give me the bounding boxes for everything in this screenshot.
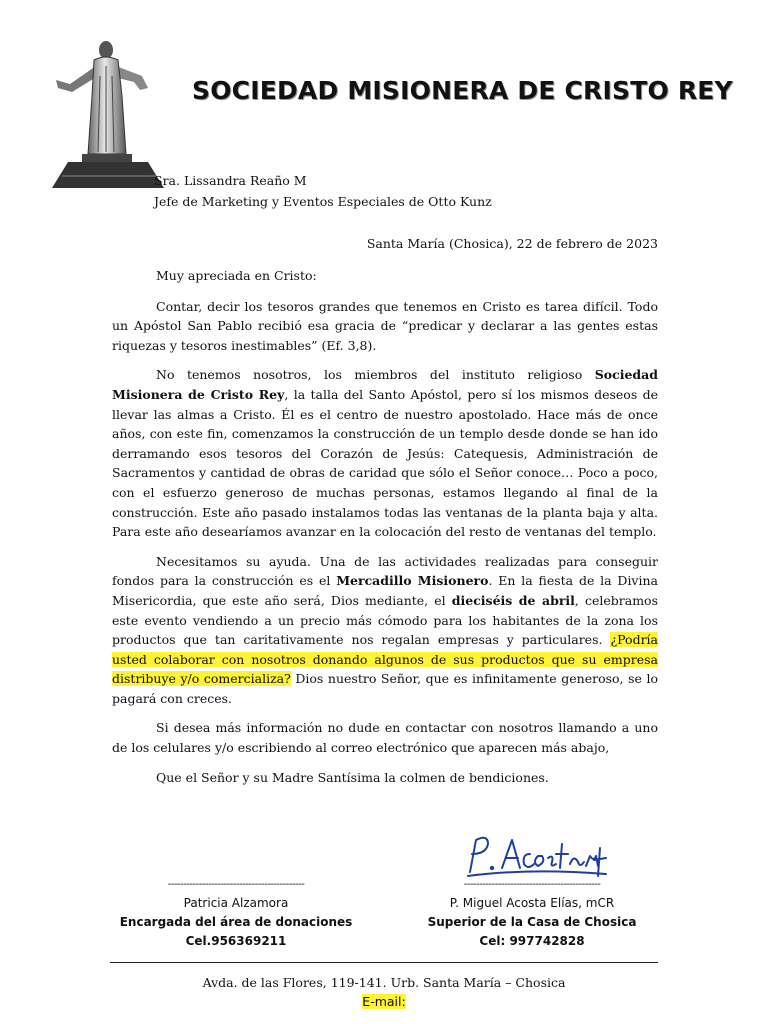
christ-statue-icon [48, 36, 176, 188]
letter-body [112, 262, 658, 797]
signer-phone-left: Cel.956369211 [185, 934, 287, 948]
organization-title: SOCIEDAD MISIONERA DE CRISTO REY [192, 76, 733, 105]
signer-name-left: Patricia Alzamora [183, 896, 289, 910]
signer-name-right: P. Miguel Acosta Elías, mCR [449, 896, 615, 910]
paragraph-2 [112, 365, 658, 541]
signature-block-left [106, 878, 366, 951]
signature-line-left: -------------------------------------------- [167, 879, 305, 890]
society-name-bold: Sociedad Misionera de Cristo Rey [112, 367, 658, 402]
recipient-position: Jefe de Marketing y Eventos Especiales de Otto Kunz [154, 194, 492, 209]
signer-role-right: Superior de la Casa de Chosica [427, 915, 637, 929]
paragraph-3-text-b: . En la fiesta de la Divina Misericordia, que este año será, Dios mediante, el [112, 573, 658, 608]
paragraph-3-text-c: , celebramos este evento vendiendo a un precio más cómodo para los habitantes de la zona los productos que tan caritativamente nos regalan empresas y particulares. [112, 592, 658, 648]
signature-block-right [402, 878, 662, 951]
highlighted-request: ¿Podría usted colaborar con nosotros donando algunos de sus productos que su empresa distribuye y/o comercializa? [112, 632, 658, 687]
paragraph-3-text-a: Necesitamos su ayuda. Una de las actividades realizadas para conseguir fondos para la construcción es el [112, 553, 658, 589]
signature-line-right: -------------------------------------------- [463, 879, 601, 890]
salutation: Muy apreciada en Cristo: [156, 268, 317, 283]
paragraph-1: Contar, decir los tesoros grandes que tenemos en Cristo es tarea difícil. Todo un Apóstol San Pablo recibió esa gracia de “predicar y declarar a las gentes estas riquezas y tesoros inestimables” (Ef. 3,8). [112, 298, 658, 353]
footer-email-label: E-mail: [362, 994, 406, 1009]
date-line: Santa María (Chosica), 22 de febrero de 2023 [366, 236, 658, 251]
handwritten-signature [458, 828, 608, 878]
paragraph-2-text-b: , la talla del Santo Apóstol, pero sí los mismos deseos de llevar las almas a Cristo. Él es el centro de nuestro apostolado. Hace más de once años, con este fin, comenzamos la construcción de un templo desde donde se han ido derramando esos tesoros del Corazón de Jesús: Catequesis, Administración de Sacramentos y cantidad de obras de caridad que sólo el Señor conoce… Poco a poco, con el esfuerzo generoso de muchas personas, estamos llegando al final de la construcción. Este año pasado instalamos todas las ventanas de la planta baja y alta. Para este año desearíamos avanzar en la colocación del resto de ventanas del templo. [112, 386, 658, 540]
footer [110, 973, 658, 1011]
footer-address: Avda. de las Flores, 119-141. Urb. Santa María – Chosica [202, 975, 566, 990]
event-date-bold: dieciséis de abril [451, 592, 575, 608]
recipient-block [154, 170, 674, 212]
paragraph-4: Si desea más información no dude en contactar con nosotros llamando a uno de los celulares y/o escribiendo al correo electrónico que aparecen más abajo, [112, 720, 658, 756]
footer-divider [110, 962, 658, 963]
signer-role-left: Encargada del área de donaciones [119, 915, 353, 929]
recipient-name: Sra. Lissandra Reaño M [154, 173, 307, 188]
paragraph-5: Que el Señor y su Madre Santísima la colmen de bendiciones. [156, 769, 549, 785]
paragraph-2-text-a: No tenemos nosotros, los miembros del instituto religioso [156, 367, 595, 383]
mercadillo-bold: Mercadillo Misionero [336, 573, 489, 589]
paragraph-3-text-d: Dios nuestro Señor, que es infinitamente generoso, se lo pagará con creces. [112, 671, 658, 706]
paragraph-3 [112, 552, 658, 709]
signer-phone-right: Cel: 997742828 [479, 934, 585, 948]
